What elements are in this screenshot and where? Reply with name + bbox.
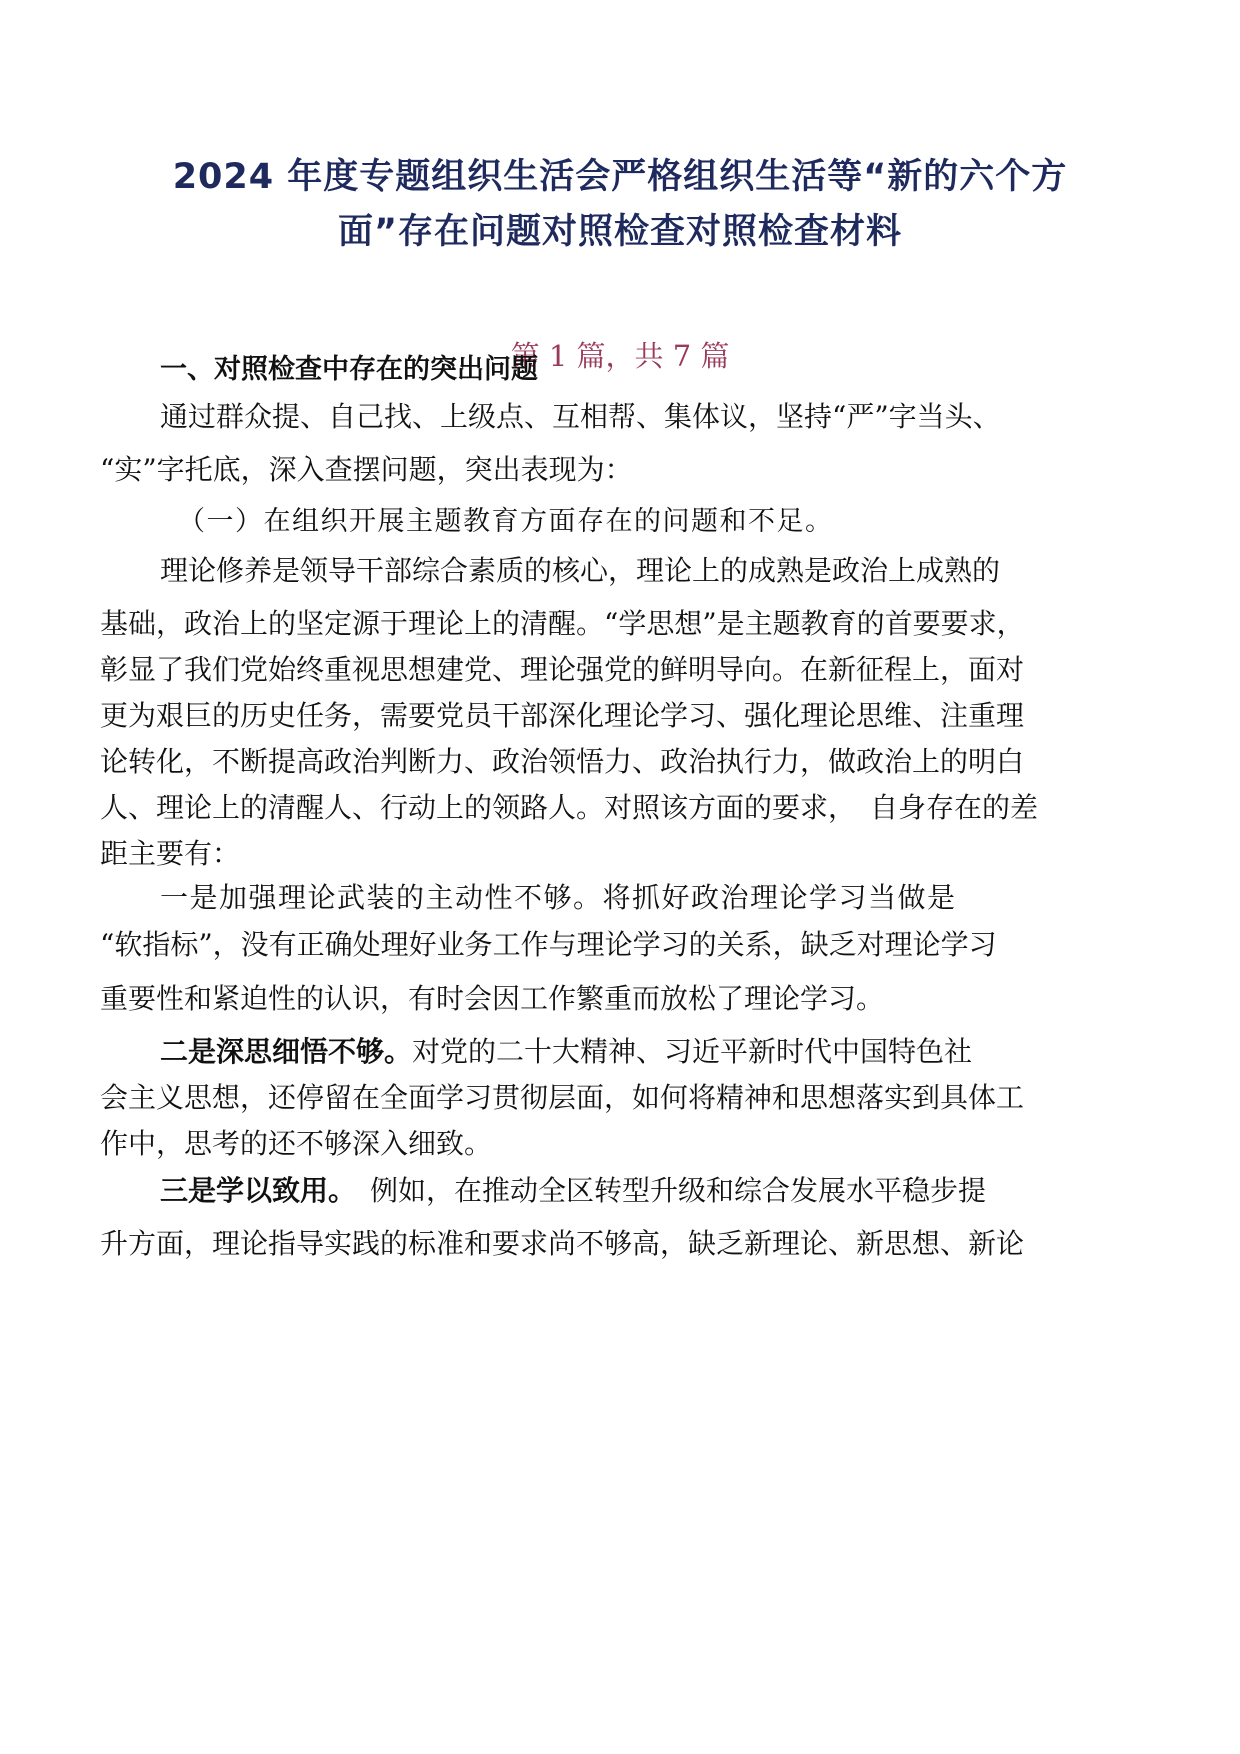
para1-line-4: 更为艰巨的历史任务，需要党员干部深化理论学习、强化理论思维、注重理 [100, 699, 1025, 732]
point3-line-1 [160, 1171, 986, 1211]
point2-line-2: 会主义思想，还停留在全面学习贯彻层面，如何将精神和思想落实到具体工 [100, 1081, 1025, 1114]
title-line-2: 面”存在问题对照检查对照检查材料 [337, 212, 902, 252]
point2-line-3: 作中，思考的还不够深入细致。 [100, 1127, 493, 1160]
para1-line-7: 距主要有： [100, 837, 241, 870]
point3-line-1-rest: 例如，在推动全区转型升级和综合发展水平稳步提 [342, 1174, 987, 1207]
para1-line-1: 理论修养是领导干部综合素质的核心，理论上的成熟是政治上成熟的 [160, 554, 1001, 587]
para1-line-5: 论转化，不断提高政治判断力、政治领悟力、政治执行力，做政治上的明白 [100, 745, 1025, 778]
point2-lead: 二是深思细悟不够。 [160, 1035, 413, 1068]
intro-line-2: “实”字托底，深入查摆问题，突出表现为： [100, 453, 633, 486]
title-line-1: 2024 年度专题组织生活会严格组织生活等“新的六个方 [172, 157, 1068, 197]
point1-line-2: “软指标”，没有正确处理好业务工作与理论学习的关系，缺乏对理论学习 [100, 928, 997, 961]
point1-line-1: 一是加强理论武装的主动性不够。将抓好政治理论学习当做是 [160, 881, 957, 914]
point3-lead: 三是学以致用。 [160, 1174, 343, 1207]
intro-line-1: 通过群众提、自己找、上级点、互相帮、集体议，坚持“严”字当头、 [160, 400, 1001, 433]
para1-line-6: 人、理论上的清醒人、行动上的领路人。对照该方面的要求， 自身存在的差 [100, 791, 1039, 824]
part-indicator: 第 1 篇，共 7 篇 [510, 339, 730, 373]
point2-line-1 [160, 1032, 972, 1072]
point3-line-2: 升方面，理论指导实践的标准和要求尚不够高，缺乏新理论、新思想、新论 [100, 1227, 1025, 1260]
point2-line-1-rest: 对党的二十大精神、习近平新时代中国特色社 [412, 1035, 973, 1068]
document-title [100, 150, 1140, 260]
para1-line-3: 彰显了我们党始终重视思想建党、理论强党的鲜明导向。在新征程上，面对 [100, 653, 1025, 686]
subsection-heading: （一）在组织开展主题教育方面存在的问题和不足。 [178, 506, 834, 537]
point1-line-3: 重要性和紧迫性的认识，有时会因工作繁重而放松了理论学习。 [100, 982, 885, 1015]
para1-line-2: 基础，政治上的坚定源于理论上的清醒。“学思想”是主题教育的首要要求， [100, 607, 1025, 640]
section-heading: 一、对照检查中存在的突出问题 [160, 354, 538, 385]
